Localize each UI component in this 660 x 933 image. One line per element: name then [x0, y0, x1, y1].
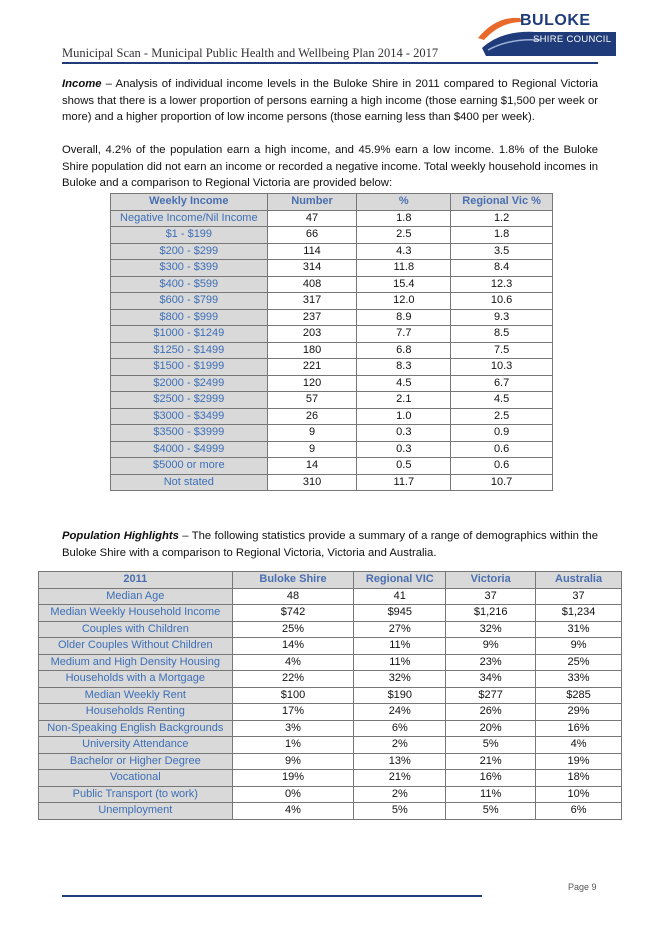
population-table-row — [39, 753, 622, 770]
income-table-row — [111, 260, 553, 277]
population-table — [38, 571, 622, 820]
income-table-cell: 314 — [267, 260, 357, 277]
income-table-cell: 4.3 — [357, 243, 451, 260]
income-table-row-label: Not stated — [111, 474, 268, 491]
income-table-row-label: $2500 - $2999 — [111, 392, 268, 409]
population-table-cell: 16% — [446, 770, 536, 787]
population-table-cell: $1,216 — [446, 605, 536, 622]
population-table-cell: 9% — [536, 638, 622, 655]
income-table-cell: 10.6 — [451, 293, 553, 310]
population-table-row-label: Households with a Mortgage — [39, 671, 233, 688]
income-table-row — [111, 474, 553, 491]
population-table-cell: $190 — [354, 687, 446, 704]
income-table-row — [111, 276, 553, 293]
income-table-row-label: Negative Income/Nil Income — [111, 210, 268, 227]
population-table-cell: 11% — [446, 786, 536, 803]
population-table-cell: 32% — [354, 671, 446, 688]
population-table-cell: 2% — [354, 786, 446, 803]
population-table-cell: 21% — [354, 770, 446, 787]
population-table-cell: 6% — [536, 803, 622, 820]
population-table-row-label: Unemployment — [39, 803, 233, 820]
population-table-cell: 11% — [354, 638, 446, 655]
income-table-cell: 6.7 — [451, 375, 553, 392]
population-table-cell: 37 — [446, 588, 536, 605]
population-table-cell: 23% — [446, 654, 536, 671]
income-table-cell: 1.8 — [357, 210, 451, 227]
population-table-row — [39, 803, 622, 820]
population-table-header-cell: Victoria — [446, 572, 536, 589]
population-table-row — [39, 720, 622, 737]
income-table-cell: 237 — [267, 309, 357, 326]
income-table-cell: 203 — [267, 326, 357, 343]
population-table-cell: 9% — [232, 753, 354, 770]
population-table-row — [39, 704, 622, 721]
income-table-row — [111, 326, 553, 343]
income-table-row-label: $3500 - $3999 — [111, 425, 268, 442]
population-table-cell: $945 — [354, 605, 446, 622]
population-table-head — [39, 572, 622, 589]
income-table-row — [111, 243, 553, 260]
population-table-cell: 25% — [536, 654, 622, 671]
income-table-cell: 1.8 — [451, 227, 553, 244]
income-table-row — [111, 227, 553, 244]
income-table-row-label: $1500 - $1999 — [111, 359, 268, 376]
income-table-row — [111, 375, 553, 392]
income-table-row — [111, 425, 553, 442]
page-number: Page 9 — [568, 882, 597, 892]
income-table-row — [111, 359, 553, 376]
population-table-cell: 14% — [232, 638, 354, 655]
income-table-row-label: $1000 - $1249 — [111, 326, 268, 343]
population-table-cell: $742 — [232, 605, 354, 622]
income-table-cell: 2.1 — [357, 392, 451, 409]
population-table-cell: 22% — [232, 671, 354, 688]
income-table-cell: 317 — [267, 293, 357, 310]
income-table-cell: 0.6 — [451, 441, 553, 458]
income-table-cell: 15.4 — [357, 276, 451, 293]
income-table-cell: 9 — [267, 441, 357, 458]
population-table-row — [39, 737, 622, 754]
population-table-row — [39, 770, 622, 787]
population-table-cell: 19% — [232, 770, 354, 787]
income-table-cell: 11.8 — [357, 260, 451, 277]
population-table-row — [39, 588, 622, 605]
income-table-row-label: $800 - $999 — [111, 309, 268, 326]
income-table-cell: 4.5 — [451, 392, 553, 409]
income-table-cell: 8.3 — [357, 359, 451, 376]
population-table-cell: 41 — [354, 588, 446, 605]
population-table-cell: 48 — [232, 588, 354, 605]
income-table-cell: 47 — [267, 210, 357, 227]
population-table-header-cell: Regional VIC — [354, 572, 446, 589]
population-table-header-cell: Buloke Shire — [232, 572, 354, 589]
population-table-cell: 4% — [232, 803, 354, 820]
logo-title: BULOKE — [520, 12, 591, 29]
population-table-cell: 2% — [354, 737, 446, 754]
income-table-cell: 8.9 — [357, 309, 451, 326]
income-text-1: – Analysis of individual income levels in the Buloke Shire in 2011 compared to Regional Victoria shows that there is a lower proportion of persons earning a high income (those earning $1,500 per week or more) and a higher proportion of low income persons (those earning less than $400 per week). — [62, 78, 598, 123]
population-table-row-label: Median Weekly Rent — [39, 687, 233, 704]
income-table-cell: 12.3 — [451, 276, 553, 293]
income-table-cell: 8.4 — [451, 260, 553, 277]
header-rule — [62, 62, 598, 64]
income-table-row-label: $600 - $799 — [111, 293, 268, 310]
population-table-cell: $285 — [536, 687, 622, 704]
income-table-cell: 0.3 — [357, 441, 451, 458]
income-table-cell: 26 — [267, 408, 357, 425]
population-table-cell: 29% — [536, 704, 622, 721]
income-table-cell: 9 — [267, 425, 357, 442]
income-table-cell: 310 — [267, 474, 357, 491]
population-table-cell: 16% — [536, 720, 622, 737]
income-table-header-cell: % — [357, 194, 451, 211]
population-table-cell: 18% — [536, 770, 622, 787]
income-table-cell: 120 — [267, 375, 357, 392]
population-table-cell: 9% — [446, 638, 536, 655]
logo-subtitle: SHIRE COUNCIL — [533, 34, 612, 45]
income-table-row-label: $4000 - $4999 — [111, 441, 268, 458]
income-table-cell: 221 — [267, 359, 357, 376]
population-table-cell: 4% — [232, 654, 354, 671]
population-table-row-label: Non-Speaking English Backgrounds — [39, 720, 233, 737]
income-table-row-label: $2000 - $2499 — [111, 375, 268, 392]
population-table-row-label: Bachelor or Higher Degree — [39, 753, 233, 770]
income-table-cell: 408 — [267, 276, 357, 293]
income-table-cell: 0.6 — [451, 458, 553, 475]
population-table-cell: 21% — [446, 753, 536, 770]
population-table-cell: 26% — [446, 704, 536, 721]
income-table-head — [111, 194, 553, 211]
income-table-cell: 6.8 — [357, 342, 451, 359]
population-table-row-label: Households Renting — [39, 704, 233, 721]
income-table-cell: 10.7 — [451, 474, 553, 491]
population-table-cell: $1,234 — [536, 605, 622, 622]
population-table-row-label: University Attendance — [39, 737, 233, 754]
income-table-cell: 3.5 — [451, 243, 553, 260]
population-table-row-label: Median Weekly Household Income — [39, 605, 233, 622]
income-table-row — [111, 342, 553, 359]
population-table-cell: 20% — [446, 720, 536, 737]
population-table-cell: 33% — [536, 671, 622, 688]
footer-rule — [62, 895, 482, 897]
population-table-row — [39, 671, 622, 688]
population-table-row-label: Vocational — [39, 770, 233, 787]
income-table-row-label: $300 - $399 — [111, 260, 268, 277]
income-table-row — [111, 309, 553, 326]
population-table-cell: $277 — [446, 687, 536, 704]
population-table-row — [39, 687, 622, 704]
population-table-cell: 5% — [354, 803, 446, 820]
population-table-row — [39, 638, 622, 655]
income-table — [110, 193, 553, 491]
population-table-header-cell: Australia — [536, 572, 622, 589]
income-table-row — [111, 458, 553, 475]
income-table-cell: 2.5 — [357, 227, 451, 244]
population-table-row-label: Public Transport (to work) — [39, 786, 233, 803]
income-table-row-label: $400 - $599 — [111, 276, 268, 293]
population-table-cell: 10% — [536, 786, 622, 803]
income-table-cell: 0.3 — [357, 425, 451, 442]
population-table-cell: 6% — [354, 720, 446, 737]
income-table-cell: 7.5 — [451, 342, 553, 359]
income-table-cell: 12.0 — [357, 293, 451, 310]
income-table-cell: 11.7 — [357, 474, 451, 491]
population-table-body — [39, 588, 622, 819]
population-table-row — [39, 605, 622, 622]
income-lead: Income — [62, 78, 102, 90]
income-table-row — [111, 210, 553, 227]
population-table-row-label: Older Couples Without Children — [39, 638, 233, 655]
income-table-row-label: $1 - $199 — [111, 227, 268, 244]
population-table-cell: 5% — [446, 803, 536, 820]
population-lead: Population Highlights — [62, 530, 179, 542]
population-table-row — [39, 654, 622, 671]
income-table-row — [111, 392, 553, 409]
income-table-cell: 4.5 — [357, 375, 451, 392]
income-table-row-label: $200 - $299 — [111, 243, 268, 260]
population-table-cell: 17% — [232, 704, 354, 721]
population-table-row-label: Medium and High Density Housing — [39, 654, 233, 671]
population-table-row-label: Couples with Children — [39, 621, 233, 638]
population-text: – The following statistics provide a summary of a range of demographics within the Buloke Shire with a comparison to Regional Victoria, Victoria and Australia. — [62, 530, 598, 559]
income-table-header-cell: Number — [267, 194, 357, 211]
income-table-row-label: $1250 - $1499 — [111, 342, 268, 359]
population-table-cell: 19% — [536, 753, 622, 770]
income-table-cell: 114 — [267, 243, 357, 260]
income-table-cell: 57 — [267, 392, 357, 409]
income-table-cell: 180 — [267, 342, 357, 359]
population-table-cell: 13% — [354, 753, 446, 770]
population-table-cell: 3% — [232, 720, 354, 737]
population-paragraph — [62, 528, 598, 561]
population-table-cell: 4% — [536, 737, 622, 754]
income-paragraph-2: Overall, 4.2% of the population earn a high income, and 45.9% earn a low income. 1.8% of the Buloke Shire population did not earn an income or recorded a negative income. Total weekly household incomes in Buloke and a comparison to Regional Victoria are provided below: — [62, 144, 598, 189]
income-table-row — [111, 293, 553, 310]
population-table-header-cell: 2011 — [39, 572, 233, 589]
population-table-cell: 37 — [536, 588, 622, 605]
income-table-cell: 2.5 — [451, 408, 553, 425]
population-table-cell: 25% — [232, 621, 354, 638]
population-table-row — [39, 786, 622, 803]
income-table-cell: 8.5 — [451, 326, 553, 343]
income-table-cell: 66 — [267, 227, 357, 244]
population-table-cell: 24% — [354, 704, 446, 721]
income-table-cell: 1.0 — [357, 408, 451, 425]
population-table-cell: 0% — [232, 786, 354, 803]
population-table-cell: 5% — [446, 737, 536, 754]
population-table-cell: 27% — [354, 621, 446, 638]
income-table-cell: 0.5 — [357, 458, 451, 475]
income-table-cell: 7.7 — [357, 326, 451, 343]
income-table-cell: 10.3 — [451, 359, 553, 376]
income-table-cell: 9.3 — [451, 309, 553, 326]
population-table-cell: 11% — [354, 654, 446, 671]
population-table-cell: 1% — [232, 737, 354, 754]
income-table-cell: 0.9 — [451, 425, 553, 442]
population-table-row — [39, 621, 622, 638]
population-table-cell: $100 — [232, 687, 354, 704]
income-table-header-cell: Regional Vic % — [451, 194, 553, 211]
document-header-title: Municipal Scan - Municipal Public Health and Wellbeing Plan 2014 - 2017 — [62, 46, 439, 60]
population-table-row-label: Median Age — [39, 588, 233, 605]
income-paragraph — [62, 76, 598, 126]
population-table-cell: 31% — [536, 621, 622, 638]
income-table-cell: 14 — [267, 458, 357, 475]
income-table-header-cell: Weekly Income — [111, 194, 268, 211]
income-table-body — [111, 210, 553, 491]
income-table-row — [111, 441, 553, 458]
population-table-cell: 34% — [446, 671, 536, 688]
income-table-row — [111, 408, 553, 425]
population-table-cell: 32% — [446, 621, 536, 638]
income-table-row-label: $3000 - $3499 — [111, 408, 268, 425]
income-table-cell: 1.2 — [451, 210, 553, 227]
income-table-row-label: $5000 or more — [111, 458, 268, 475]
